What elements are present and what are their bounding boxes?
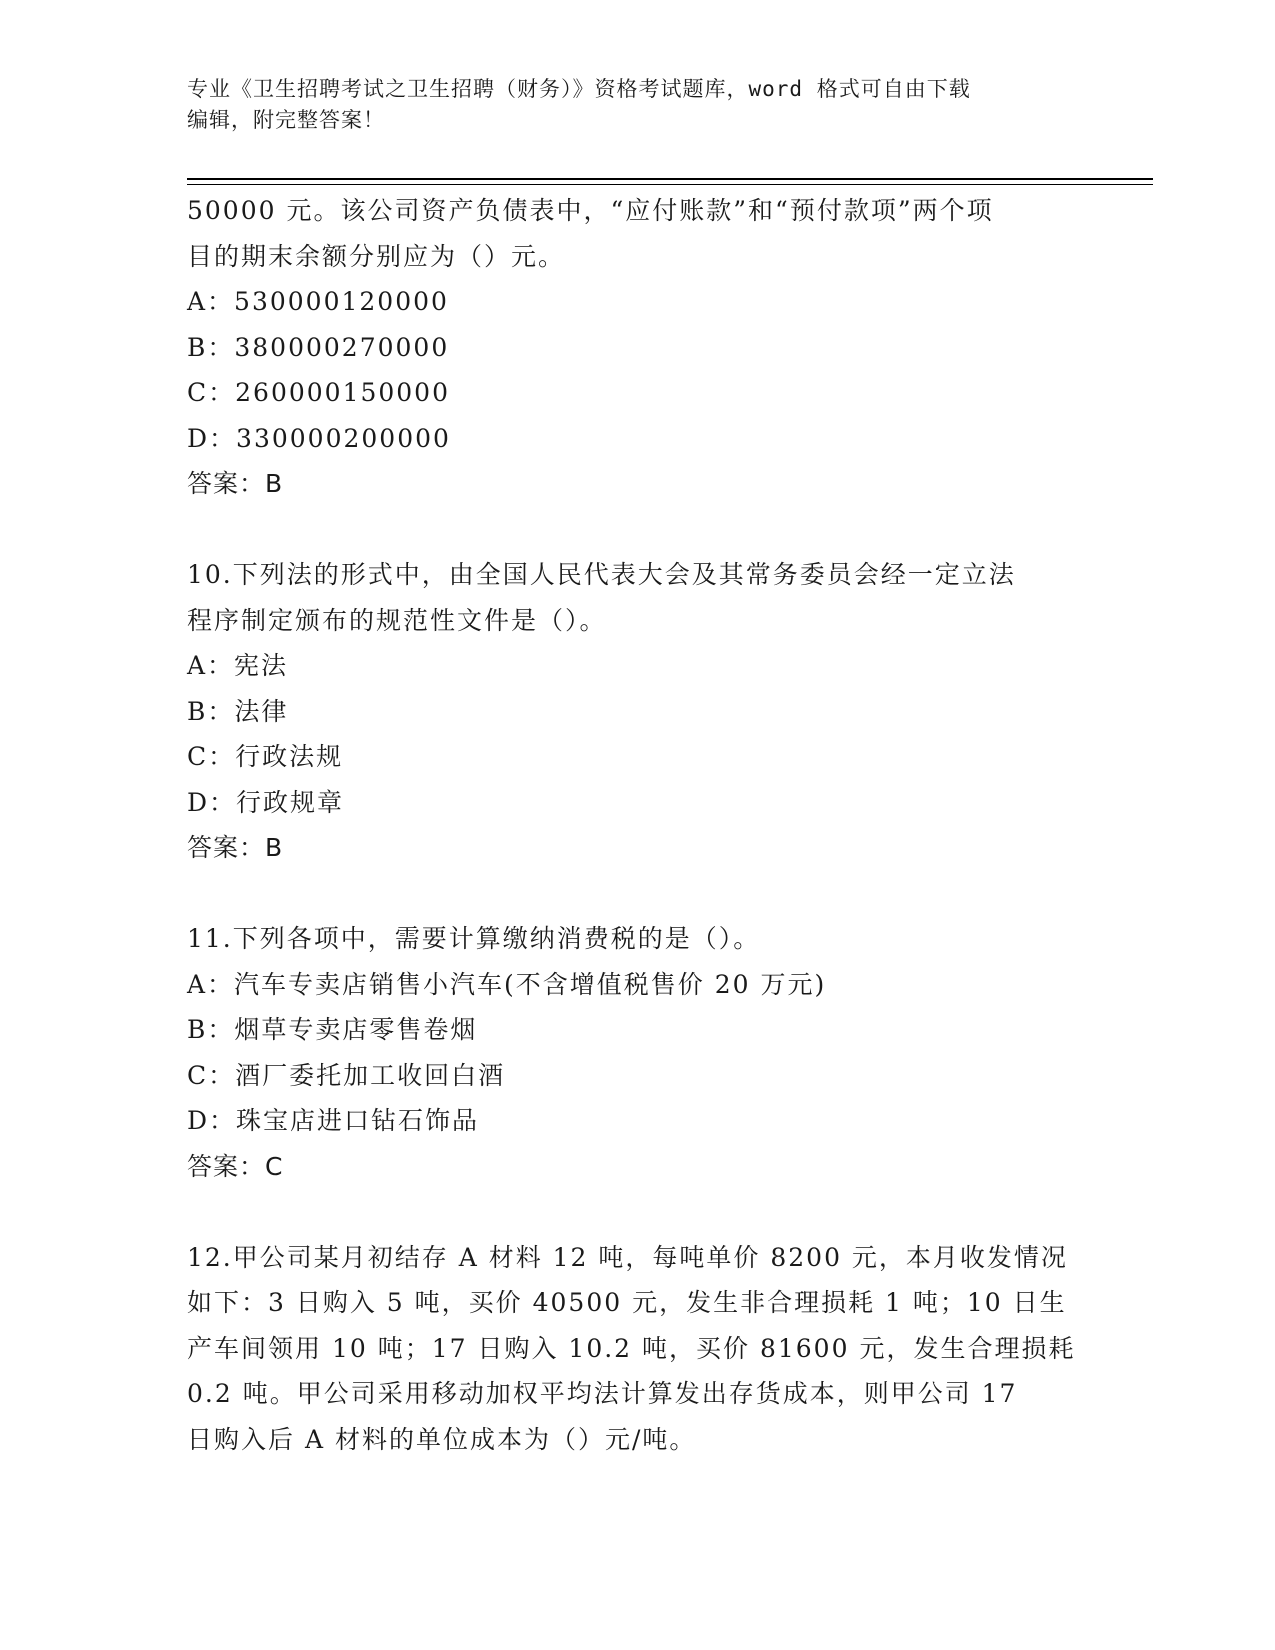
question-stem-line: 12.甲公司某月初结存 A 材料 12 吨，每吨单价 8200 元，本月收发情况 bbox=[187, 1242, 1068, 1272]
option-c: C：酒厂委托加工收回白酒 bbox=[187, 1060, 506, 1090]
question-stem-line: 10.下列法的形式中，由全国人民代表大会及其常务委员会经一定立法 bbox=[187, 560, 1016, 589]
question-content bbox=[187, 188, 1087, 1462]
option-d: D：珠宝店进口钻石饰品 bbox=[187, 1106, 480, 1135]
option-c: C：行政法规 bbox=[187, 742, 344, 771]
question-stem-line: 日购入后 A 材料的单位成本为（）元/吨。 bbox=[187, 1424, 697, 1454]
header-line-1: 专业《卫生招聘考试之卫生招聘（财务）》资格考试题库，word 格式可自由下载 bbox=[187, 77, 971, 101]
page-header bbox=[187, 74, 1067, 136]
option-a: A：530000120000 bbox=[187, 287, 449, 316]
spacer bbox=[187, 871, 1087, 917]
answer-label: 答案：C bbox=[187, 1151, 284, 1181]
header-divider-thin bbox=[187, 184, 1153, 185]
question-stem-line: 50000 元。该公司资产负债表中，“应付账款”和“预付款项”两个项 bbox=[187, 196, 994, 225]
option-d: D：行政规章 bbox=[187, 787, 345, 817]
question-9 bbox=[187, 188, 1087, 507]
question-10 bbox=[187, 552, 1087, 871]
question-stem-line: 如下：3 日购入 5 吨，买价 40500 元，发生非合理损耗 1 吨；10 日生 bbox=[187, 1288, 1067, 1317]
question-stem-line: 11.下列各项中，需要计算缴纳消费税的是（）。 bbox=[187, 924, 761, 953]
spacer bbox=[187, 507, 1087, 553]
option-a: A：宪法 bbox=[187, 651, 289, 680]
answer-label: 答案：B bbox=[187, 469, 284, 498]
question-stem-line: 产车间领用 10 吨；17 日购入 10.2 吨，买价 81600 元，发生合理损耗 bbox=[187, 1333, 1076, 1363]
question-stem-line: 目的期末余额分别应为（）元。 bbox=[187, 241, 566, 271]
header-line-2: 编辑，附完整答案！ bbox=[187, 108, 385, 132]
question-11 bbox=[187, 916, 1087, 1189]
option-d: D：330000200000 bbox=[187, 423, 451, 453]
spacer bbox=[187, 1189, 1087, 1235]
question-12 bbox=[187, 1235, 1087, 1463]
option-a: A：汽车专卖店销售小汽车(不含增值税售价 20 万元) bbox=[187, 969, 827, 999]
option-b: B：380000270000 bbox=[187, 332, 450, 362]
option-b: B：烟草专卖店零售卷烟 bbox=[187, 1015, 478, 1044]
option-b: B：法律 bbox=[187, 696, 289, 726]
answer-label: 答案：B bbox=[187, 833, 284, 862]
question-stem-line: 程序制定颁布的规范性文件是（）。 bbox=[187, 605, 607, 635]
option-c: C：260000150000 bbox=[187, 378, 450, 407]
header-divider-thick bbox=[187, 178, 1153, 180]
question-stem-line: 0.2 吨。甲公司采用移动加权平均法计算发出存货成本，则甲公司 17 bbox=[187, 1379, 1018, 1408]
